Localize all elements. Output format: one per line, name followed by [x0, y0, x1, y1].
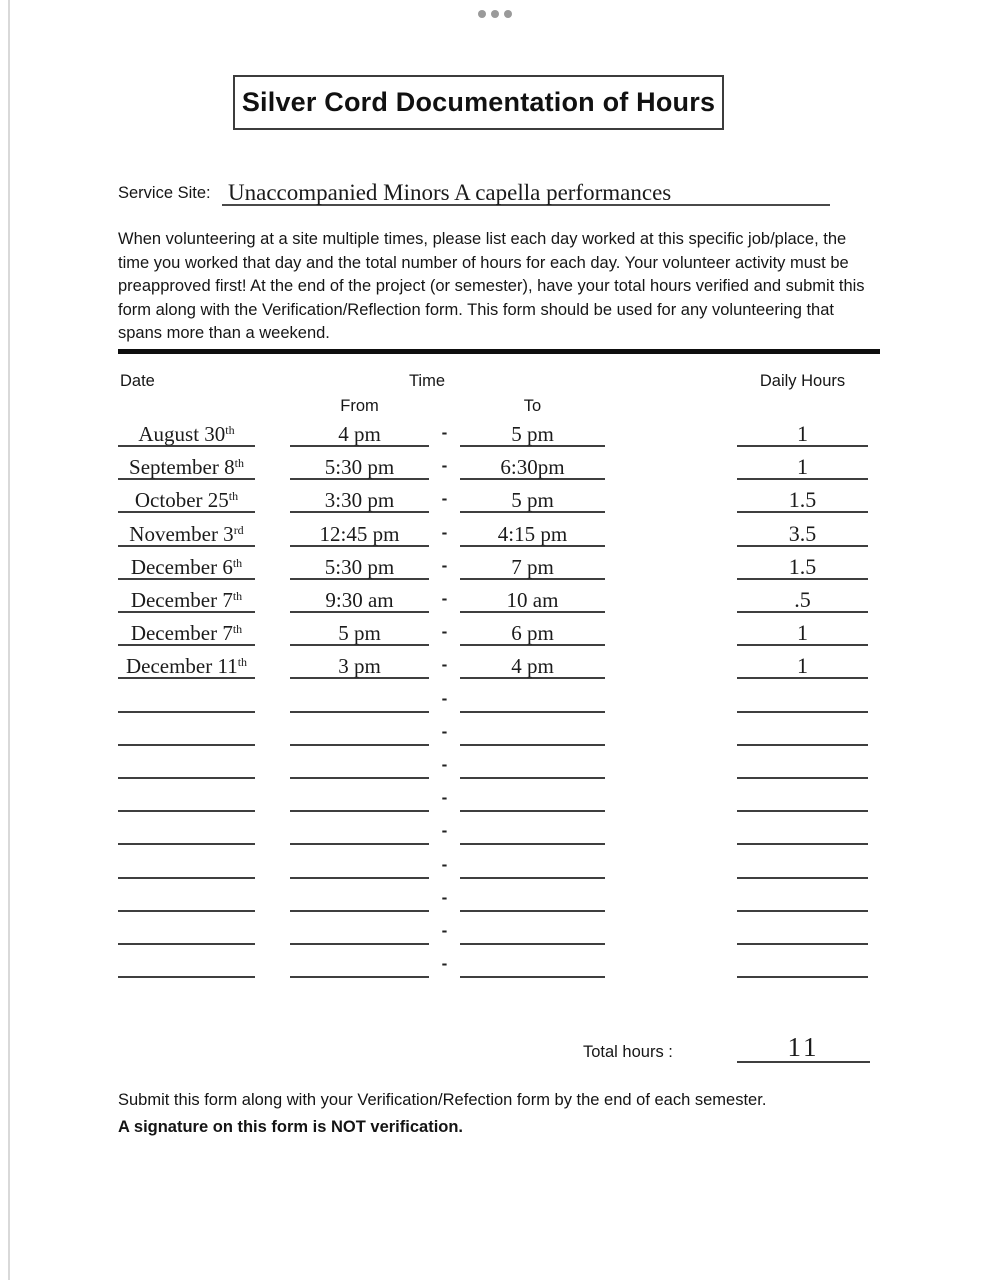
- dot-icon: [491, 10, 499, 18]
- time-range-dash: -: [441, 755, 448, 774]
- date-value: December 7th: [130, 621, 243, 646]
- time-from-value: 9:30 am: [325, 587, 394, 612]
- daily-hours-value: 1: [797, 420, 808, 446]
- daily-hours-field: [737, 715, 868, 746]
- time-from-field: [290, 516, 429, 547]
- column-header-time: Time: [408, 372, 446, 390]
- time-from-value: 5:30 pm: [324, 554, 395, 579]
- table-row: [118, 549, 884, 580]
- daily-hours-field: [737, 582, 868, 613]
- time-range-dash: -: [441, 854, 448, 874]
- time-to-value: 4 pm: [511, 654, 554, 679]
- date-value: December 6th: [130, 554, 243, 579]
- instructions-paragraph: When volunteering at a site multiple times, please list each day worked at this specific job/place, the time you worked that day and the total number of hours for each day. Your volunteer activity must be preapproved first! At the end of the project (or semester), have your total hours verified and submit this form along with the Verification/Reflection form. This form should be used for any volunteering that spans more than a weekend.: [118, 230, 865, 343]
- time-range-dash: -: [441, 489, 448, 509]
- table-row: [118, 449, 884, 480]
- time-to-value: 6 pm: [511, 621, 554, 646]
- date-field: [118, 914, 255, 945]
- time-range-dash: -: [441, 821, 448, 841]
- daily-hours-value: 1.5: [788, 487, 817, 513]
- date-value: August 30th: [138, 421, 235, 446]
- time-to-value: 10 am: [506, 587, 559, 612]
- daily-hours-value: 1: [797, 620, 808, 646]
- table-row: [118, 516, 884, 547]
- service-site-value: Unaccompanied Minors A capella performances: [228, 180, 672, 205]
- time-from-value: 3 pm: [338, 654, 381, 679]
- section-divider: [118, 349, 880, 354]
- service-site-field: [222, 164, 830, 206]
- time-to-field: [460, 881, 605, 912]
- total-hours-value: 11: [787, 1032, 820, 1062]
- daily-hours-value: 3.5: [788, 520, 817, 546]
- time-range-dash: -: [441, 921, 448, 940]
- time-from-field: [290, 549, 429, 580]
- daily-hours-field: [737, 482, 868, 513]
- time-from-value: 5 pm: [338, 621, 381, 646]
- time-from-field: [290, 848, 429, 879]
- column-header-from: From: [340, 397, 379, 415]
- time-from-value: 3:30 pm: [324, 488, 395, 513]
- time-to-field: [460, 682, 605, 713]
- service-site-label: Service Site:: [118, 184, 211, 202]
- time-range-dash: -: [441, 721, 448, 741]
- table-row: [118, 748, 884, 779]
- daily-hours-field: [737, 781, 868, 812]
- column-header-to: To: [523, 397, 542, 415]
- time-to-field: [460, 947, 605, 978]
- date-field: [118, 516, 255, 547]
- daily-hours-value: 1.5: [788, 553, 817, 579]
- time-to-field: [460, 615, 605, 646]
- table-row: [118, 781, 884, 812]
- time-to-field: [460, 914, 605, 945]
- time-from-value: 4 pm: [338, 421, 381, 446]
- time-range-dash: -: [441, 655, 448, 675]
- date-field: [118, 848, 255, 879]
- column-header-date: Date: [120, 372, 155, 390]
- time-range-dash: -: [441, 555, 448, 575]
- daily-hours-field: [737, 516, 868, 547]
- time-range-dash: -: [441, 887, 448, 907]
- date-field: [118, 947, 255, 978]
- daily-hours-field: [737, 615, 868, 646]
- time-range-dash: -: [441, 788, 448, 808]
- date-value: October 25th: [134, 488, 239, 513]
- date-field: [118, 715, 255, 746]
- time-range-dash: -: [441, 522, 448, 542]
- time-to-value: 6:30pm: [500, 455, 565, 480]
- daily-hours-field: [737, 848, 868, 879]
- page-edge-divider: [8, 0, 10, 1280]
- table-row: [118, 914, 884, 945]
- date-value: September 8th: [129, 455, 244, 480]
- time-to-field: [460, 715, 605, 746]
- time-to-field: [460, 516, 605, 547]
- time-from-field: [290, 648, 429, 679]
- time-to-value: 5 pm: [511, 421, 554, 446]
- total-hours-label: Total hours :: [583, 1043, 673, 1061]
- table-row: [118, 848, 884, 879]
- date-field: [118, 482, 255, 513]
- time-from-field: [290, 416, 429, 447]
- date-field: [118, 648, 255, 679]
- daily-hours-field: [737, 449, 868, 480]
- time-from-value: 12:45 pm: [319, 521, 400, 546]
- date-field: [118, 748, 255, 779]
- daily-hours-field: [737, 914, 868, 945]
- date-value: November 3rd: [129, 521, 244, 546]
- time-to-field: [460, 582, 605, 613]
- time-to-field: [460, 416, 605, 447]
- date-field: [118, 781, 255, 812]
- time-from-field: [290, 781, 429, 812]
- table-row: [118, 416, 884, 447]
- time-to-field: [460, 648, 605, 679]
- time-range-dash: -: [441, 622, 448, 642]
- time-from-field: [290, 482, 429, 513]
- time-from-field: [290, 715, 429, 746]
- footer-note: [118, 1087, 888, 1141]
- dot-icon: [478, 10, 486, 18]
- time-range-dash: -: [441, 589, 448, 608]
- date-field: [118, 449, 255, 480]
- daily-hours-field: [737, 682, 868, 713]
- time-to-field: [460, 848, 605, 879]
- table-row: [118, 615, 884, 646]
- time-range-dash: -: [441, 954, 448, 974]
- time-to-field: [460, 748, 605, 779]
- time-from-field: [290, 814, 429, 845]
- time-to-field: [460, 814, 605, 845]
- daily-hours-field: [737, 947, 868, 978]
- daily-hours-value: 1: [797, 653, 808, 679]
- time-from-field: [290, 914, 429, 945]
- daily-hours-field: [737, 648, 868, 679]
- time-from-field: [290, 582, 429, 613]
- time-to-field: [460, 781, 605, 812]
- daily-hours-field: [737, 881, 868, 912]
- time-range-dash: -: [441, 688, 448, 708]
- date-field: [118, 814, 255, 845]
- footer-line1: Submit this form along with your Verification/Refection form by the end of each semester.: [118, 1091, 767, 1109]
- time-to-value: 7 pm: [511, 554, 554, 579]
- table-row: [118, 648, 884, 679]
- time-to-value: 5 pm: [511, 488, 554, 513]
- time-to-value: 4:15 pm: [497, 521, 568, 546]
- time-to-field: [460, 449, 605, 480]
- date-field: [118, 549, 255, 580]
- time-to-field: [460, 482, 605, 513]
- footer-line2: A signature on this form is NOT verification.: [118, 1118, 464, 1136]
- date-value: December 11th: [125, 654, 248, 679]
- table-row: [118, 814, 884, 845]
- time-from-field: [290, 449, 429, 480]
- date-field: [118, 881, 255, 912]
- table-row: [118, 682, 884, 713]
- table-row: [118, 715, 884, 746]
- time-range-dash: -: [441, 456, 448, 476]
- column-header-daily-hours: Daily Hours: [759, 372, 846, 390]
- time-from-field: [290, 947, 429, 978]
- table-row: [118, 482, 884, 513]
- daily-hours-field: [737, 549, 868, 580]
- date-field: [118, 615, 255, 646]
- time-from-field: [290, 615, 429, 646]
- date-field: [118, 582, 255, 613]
- date-value: December 7th: [130, 587, 243, 612]
- daily-hours-field: [737, 416, 868, 447]
- table-row: [118, 582, 884, 613]
- date-field: [118, 416, 255, 447]
- time-range-dash: -: [441, 423, 448, 442]
- daily-hours-value: .5: [794, 586, 811, 612]
- daily-hours-field: [737, 814, 868, 845]
- time-from-field: [290, 682, 429, 713]
- table-row: [118, 947, 884, 978]
- time-to-field: [460, 549, 605, 580]
- table-row: [118, 881, 884, 912]
- total-hours-field: [737, 1020, 870, 1063]
- dot-icon: [504, 10, 512, 18]
- time-from-field: [290, 748, 429, 779]
- ellipsis-menu-icon[interactable]: [0, 10, 989, 18]
- hours-table: [118, 370, 884, 995]
- time-from-value: 5:30 pm: [324, 455, 395, 480]
- form-title: Silver Cord Documentation of Hours: [241, 87, 716, 117]
- form-title-box: [233, 75, 724, 130]
- date-field: [118, 682, 255, 713]
- daily-hours-field: [737, 748, 868, 779]
- time-from-field: [290, 881, 429, 912]
- daily-hours-value: 1: [797, 454, 808, 480]
